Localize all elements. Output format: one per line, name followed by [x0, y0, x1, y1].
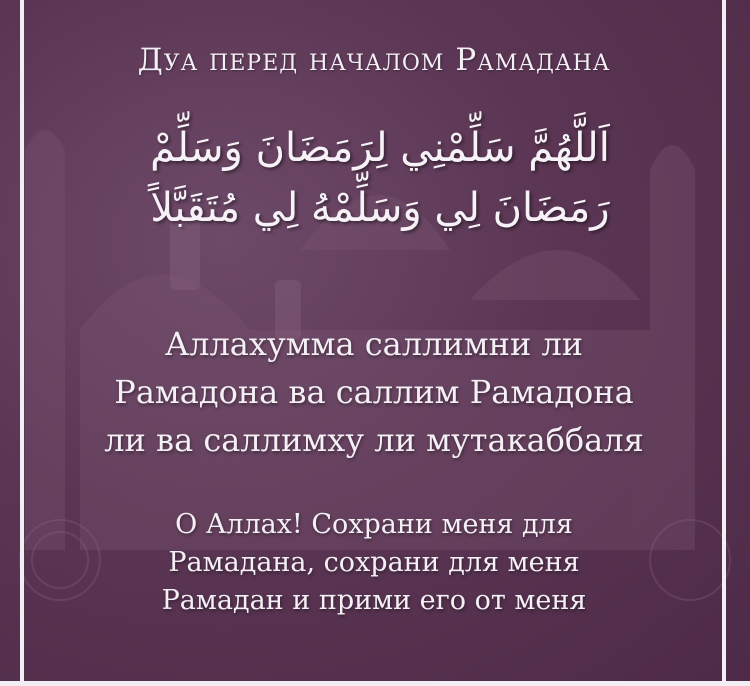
translation-line: О Аллах! Сохрани меня для	[175, 509, 573, 540]
translation	[24, 506, 724, 620]
frame-bottom-border	[0, 681, 750, 686]
transliteration-line: Рамадона ва саллим Рамадона	[114, 373, 634, 411]
translation-line: Рамадан и прими его от меня	[161, 585, 587, 616]
transliteration-line: ли ва саллимху ли мутакаббаля	[104, 421, 644, 459]
page-title: Дуа перед началом Рамадана	[137, 42, 611, 78]
transliteration-line: Аллахумма саллимни ли	[164, 325, 584, 363]
arabic-line: اَللَّهُمَّ سَلِّمْنِي لِرَمَضَانَ وَسَلِّمْ	[150, 125, 610, 171]
arabic-dua	[60, 118, 700, 238]
translation-line: Рамадана, сохрани для меня	[168, 547, 580, 578]
transliteration	[24, 320, 724, 464]
arabic-line: رَمَضَانَ لِي وَسَلِّمْهُ لِي مُتَقَبَّلاً	[150, 185, 610, 231]
